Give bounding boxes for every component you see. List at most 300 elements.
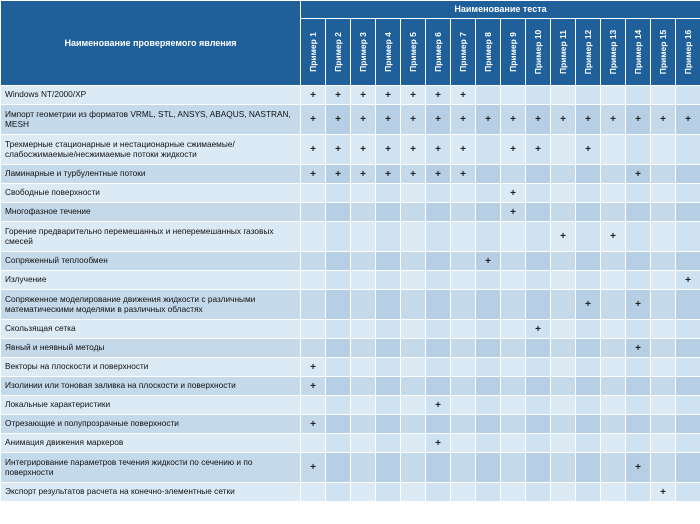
check-mark: + [526,135,551,165]
empty-cell [326,320,351,339]
check-mark: + [301,415,326,434]
empty-cell [401,290,426,320]
check-mark: + [376,135,401,165]
empty-cell [526,339,551,358]
empty-cell [351,358,376,377]
empty-cell [676,165,700,184]
empty-cell [551,165,576,184]
empty-cell [551,86,576,105]
empty-cell [651,165,676,184]
empty-cell [651,339,676,358]
empty-cell [551,358,576,377]
empty-cell [676,135,700,165]
feature-label: Отрезающие и полупрозрачные поверхности [1,415,301,434]
check-mark: + [626,290,651,320]
matrix-body [1,86,700,502]
empty-cell [501,415,526,434]
table-row [1,396,700,415]
check-mark: + [476,252,501,271]
check-mark: + [326,105,351,135]
empty-cell [426,320,451,339]
empty-cell [576,320,601,339]
empty-cell [426,415,451,434]
empty-cell [376,396,401,415]
feature-label: Трехмерные стационарные и нестационарные сжимаемые/слабосжимаемые/несжимаемые потоки жидкости [1,135,301,165]
empty-cell [376,339,401,358]
column-header-label: Пример 16 [683,29,693,75]
empty-cell [451,453,476,483]
check-mark: + [676,105,700,135]
check-mark: + [451,105,476,135]
feature-label: Интегрирование параметров течения жидкости по сечению и по поверхности [1,453,301,483]
empty-cell [401,184,426,203]
empty-cell [476,290,501,320]
empty-cell [476,453,501,483]
empty-cell [326,203,351,222]
empty-cell [451,434,476,453]
empty-cell [476,415,501,434]
empty-cell [501,290,526,320]
empty-cell [326,453,351,483]
empty-cell [301,271,326,290]
empty-cell [551,415,576,434]
empty-cell [376,252,401,271]
empty-cell [526,271,551,290]
empty-cell [476,271,501,290]
column-header-label: Пример 4 [383,31,393,72]
column-header-label: Пример 8 [483,31,493,72]
empty-cell [476,135,501,165]
empty-cell [401,271,426,290]
empty-cell [526,415,551,434]
check-mark: + [626,165,651,184]
table-row [1,165,700,184]
check-mark: + [301,165,326,184]
check-mark: + [501,105,526,135]
empty-cell [351,434,376,453]
check-mark: + [576,105,601,135]
empty-cell [326,271,351,290]
table-row [1,415,700,434]
empty-cell [651,320,676,339]
empty-cell [626,271,651,290]
feature-label: Windows NT/2000/XP [1,86,301,105]
empty-cell [301,203,326,222]
check-mark: + [601,105,626,135]
empty-cell [576,434,601,453]
empty-cell [651,358,676,377]
empty-cell [376,434,401,453]
empty-cell [651,290,676,320]
empty-cell [626,184,651,203]
check-mark: + [626,453,651,483]
column-header-example-14 [626,18,651,85]
empty-cell [576,252,601,271]
check-mark: + [426,86,451,105]
empty-cell [551,339,576,358]
check-mark: + [401,135,426,165]
empty-cell [676,86,700,105]
empty-cell [326,434,351,453]
check-mark: + [426,135,451,165]
empty-cell [551,290,576,320]
empty-cell [401,320,426,339]
check-mark: + [426,396,451,415]
empty-cell [351,203,376,222]
check-mark: + [376,105,401,135]
column-header-example-2 [326,18,351,85]
empty-cell [401,453,426,483]
check-mark: + [551,222,576,252]
check-mark: + [451,86,476,105]
feature-label: Локальные характеристики [1,396,301,415]
empty-cell [651,184,676,203]
empty-cell [676,320,700,339]
check-mark: + [576,135,601,165]
empty-cell [426,453,451,483]
empty-cell [601,415,626,434]
empty-cell [626,252,651,271]
empty-cell [326,184,351,203]
empty-cell [526,184,551,203]
column-header-example-8 [476,18,501,85]
empty-cell [426,377,451,396]
empty-cell [526,165,551,184]
empty-cell [601,165,626,184]
empty-cell [451,290,476,320]
empty-cell [576,483,601,502]
empty-cell [601,203,626,222]
empty-cell [501,483,526,502]
empty-cell [426,203,451,222]
empty-cell [576,86,601,105]
empty-cell [526,358,551,377]
empty-cell [601,252,626,271]
empty-cell [551,453,576,483]
check-mark: + [301,105,326,135]
column-header-example-5 [401,18,426,85]
table-row [1,252,700,271]
column-header-example-16 [676,18,700,85]
check-mark: + [426,434,451,453]
empty-cell [576,396,601,415]
empty-cell [651,396,676,415]
empty-cell [376,320,401,339]
empty-cell [376,222,401,252]
empty-cell [351,415,376,434]
table-row [1,105,700,135]
empty-cell [376,415,401,434]
empty-cell [551,135,576,165]
check-mark: + [576,290,601,320]
empty-cell [401,396,426,415]
empty-cell [501,222,526,252]
column-header-label: Пример 13 [608,29,618,75]
check-mark: + [351,165,376,184]
empty-cell [601,358,626,377]
empty-cell [676,415,700,434]
empty-cell [601,377,626,396]
empty-cell [401,339,426,358]
check-mark: + [376,165,401,184]
empty-cell [351,252,376,271]
empty-cell [626,358,651,377]
table-row [1,290,700,320]
table-row [1,86,700,105]
check-mark: + [301,358,326,377]
empty-cell [376,184,401,203]
feature-label: Изолинии или тоновая заливка на плоскости и поверхности [1,377,301,396]
empty-cell [651,271,676,290]
empty-cell [376,453,401,483]
empty-cell [376,358,401,377]
check-mark: + [451,165,476,184]
empty-cell [351,453,376,483]
empty-cell [376,377,401,396]
empty-cell [401,434,426,453]
empty-cell [476,203,501,222]
empty-cell [651,203,676,222]
table-row [1,320,700,339]
empty-cell [551,320,576,339]
check-mark: + [601,222,626,252]
empty-cell [676,358,700,377]
empty-cell [601,135,626,165]
empty-cell [601,434,626,453]
empty-cell [576,165,601,184]
empty-cell [501,339,526,358]
empty-cell [676,290,700,320]
feature-label: Импорт геометрии из форматов VRML, STL, ANSYS, ABAQUS, NASTRAN, MESH [1,105,301,135]
empty-cell [301,290,326,320]
check-mark: + [501,135,526,165]
empty-cell [401,483,426,502]
feature-label: Ламинарные и турбулентные потоки [1,165,301,184]
table-row [1,483,700,502]
empty-cell [476,434,501,453]
check-mark: + [501,184,526,203]
empty-cell [326,222,351,252]
empty-cell [601,290,626,320]
column-header-label: Пример 9 [508,31,518,72]
feature-label: Явный и неявный методы [1,339,301,358]
empty-cell [501,434,526,453]
empty-cell [426,290,451,320]
empty-cell [626,222,651,252]
empty-cell [401,358,426,377]
table-row [1,222,700,252]
empty-cell [351,290,376,320]
empty-cell [476,358,501,377]
empty-cell [651,252,676,271]
empty-cell [651,434,676,453]
empty-cell [501,453,526,483]
empty-cell [501,396,526,415]
empty-cell [326,252,351,271]
feature-label: Векторы на плоскости и поверхности [1,358,301,377]
empty-cell [526,203,551,222]
empty-cell [626,203,651,222]
empty-cell [301,252,326,271]
empty-cell [451,358,476,377]
empty-cell [576,184,601,203]
column-header-label: Пример 7 [458,31,468,72]
table-row [1,271,700,290]
empty-cell [526,290,551,320]
empty-cell [476,320,501,339]
column-header-label: Пример 6 [433,31,443,72]
empty-cell [426,184,451,203]
column-header-label: Пример 1 [308,31,318,72]
column-header-example-6 [426,18,451,85]
table-row [1,358,700,377]
empty-cell [551,271,576,290]
empty-cell [426,271,451,290]
empty-cell [326,483,351,502]
check-mark: + [501,203,526,222]
check-mark: + [651,483,676,502]
column-header-example-1 [301,18,326,85]
check-mark: + [376,86,401,105]
empty-cell [451,339,476,358]
table-row [1,135,700,165]
empty-cell [626,135,651,165]
empty-cell [451,320,476,339]
feature-label: Сопряженное моделирование движения жидкости с различными математическими моделями в различных областях [1,290,301,320]
check-mark: + [301,135,326,165]
empty-cell [676,396,700,415]
empty-cell [601,483,626,502]
empty-cell [451,271,476,290]
empty-cell [301,320,326,339]
column-header-label: Пример 10 [533,29,543,75]
empty-cell [326,290,351,320]
empty-cell [501,320,526,339]
column-header-example-10 [526,18,551,85]
table-row [1,453,700,483]
test-group-header: Наименование теста [301,1,700,19]
check-mark: + [526,105,551,135]
empty-cell [376,203,401,222]
empty-cell [551,203,576,222]
check-mark: + [426,105,451,135]
empty-cell [476,339,501,358]
empty-cell [351,339,376,358]
empty-cell [526,434,551,453]
empty-cell [551,252,576,271]
empty-cell [626,377,651,396]
empty-cell [301,434,326,453]
empty-cell [326,358,351,377]
table-row [1,203,700,222]
empty-cell [401,377,426,396]
empty-cell [451,184,476,203]
empty-cell [451,483,476,502]
check-mark: + [626,339,651,358]
feature-label: Экспорт результатов расчета на конечно-элементные сетки [1,483,301,502]
empty-cell [351,320,376,339]
empty-cell [601,339,626,358]
empty-cell [401,415,426,434]
empty-cell [476,184,501,203]
empty-cell [351,184,376,203]
empty-cell [551,396,576,415]
feature-label: Сопряженный теплообмен [1,252,301,271]
empty-cell [576,222,601,252]
table-row [1,184,700,203]
empty-cell [651,377,676,396]
empty-cell [326,377,351,396]
empty-cell [601,320,626,339]
empty-cell [551,377,576,396]
empty-cell [676,203,700,222]
empty-cell [651,222,676,252]
check-mark: + [401,105,426,135]
empty-cell [501,377,526,396]
empty-cell [676,453,700,483]
empty-cell [526,86,551,105]
check-mark: + [526,320,551,339]
empty-cell [501,252,526,271]
empty-cell [476,483,501,502]
check-mark: + [326,86,351,105]
check-mark: + [451,135,476,165]
empty-cell [326,396,351,415]
empty-cell [576,358,601,377]
feature-label: Излучение [1,271,301,290]
column-header-label: Пример 3 [358,31,368,72]
table-row [1,339,700,358]
empty-cell [526,453,551,483]
column-header-example-13 [601,18,626,85]
check-mark: + [326,135,351,165]
empty-cell [576,377,601,396]
empty-cell [451,203,476,222]
empty-cell [651,135,676,165]
empty-cell [626,320,651,339]
empty-cell [426,222,451,252]
empty-cell [526,222,551,252]
empty-cell [401,252,426,271]
check-mark: + [301,377,326,396]
empty-cell [501,358,526,377]
column-header-label: Пример 11 [558,29,568,74]
column-header-example-7 [451,18,476,85]
empty-cell [551,184,576,203]
empty-cell [426,483,451,502]
check-mark: + [626,105,651,135]
empty-cell [451,415,476,434]
column-header-example-9 [501,18,526,85]
check-mark: + [326,165,351,184]
empty-cell [601,396,626,415]
empty-cell [326,339,351,358]
empty-cell [601,184,626,203]
column-header-example-4 [376,18,401,85]
empty-cell [426,339,451,358]
empty-cell [526,483,551,502]
empty-cell [676,434,700,453]
check-mark: + [351,135,376,165]
check-mark: + [651,105,676,135]
empty-cell [301,222,326,252]
empty-cell [676,339,700,358]
column-header-example-12 [576,18,601,85]
empty-cell [676,377,700,396]
feature-label: Анимация движения маркеров [1,434,301,453]
empty-cell [626,396,651,415]
empty-cell [351,483,376,502]
